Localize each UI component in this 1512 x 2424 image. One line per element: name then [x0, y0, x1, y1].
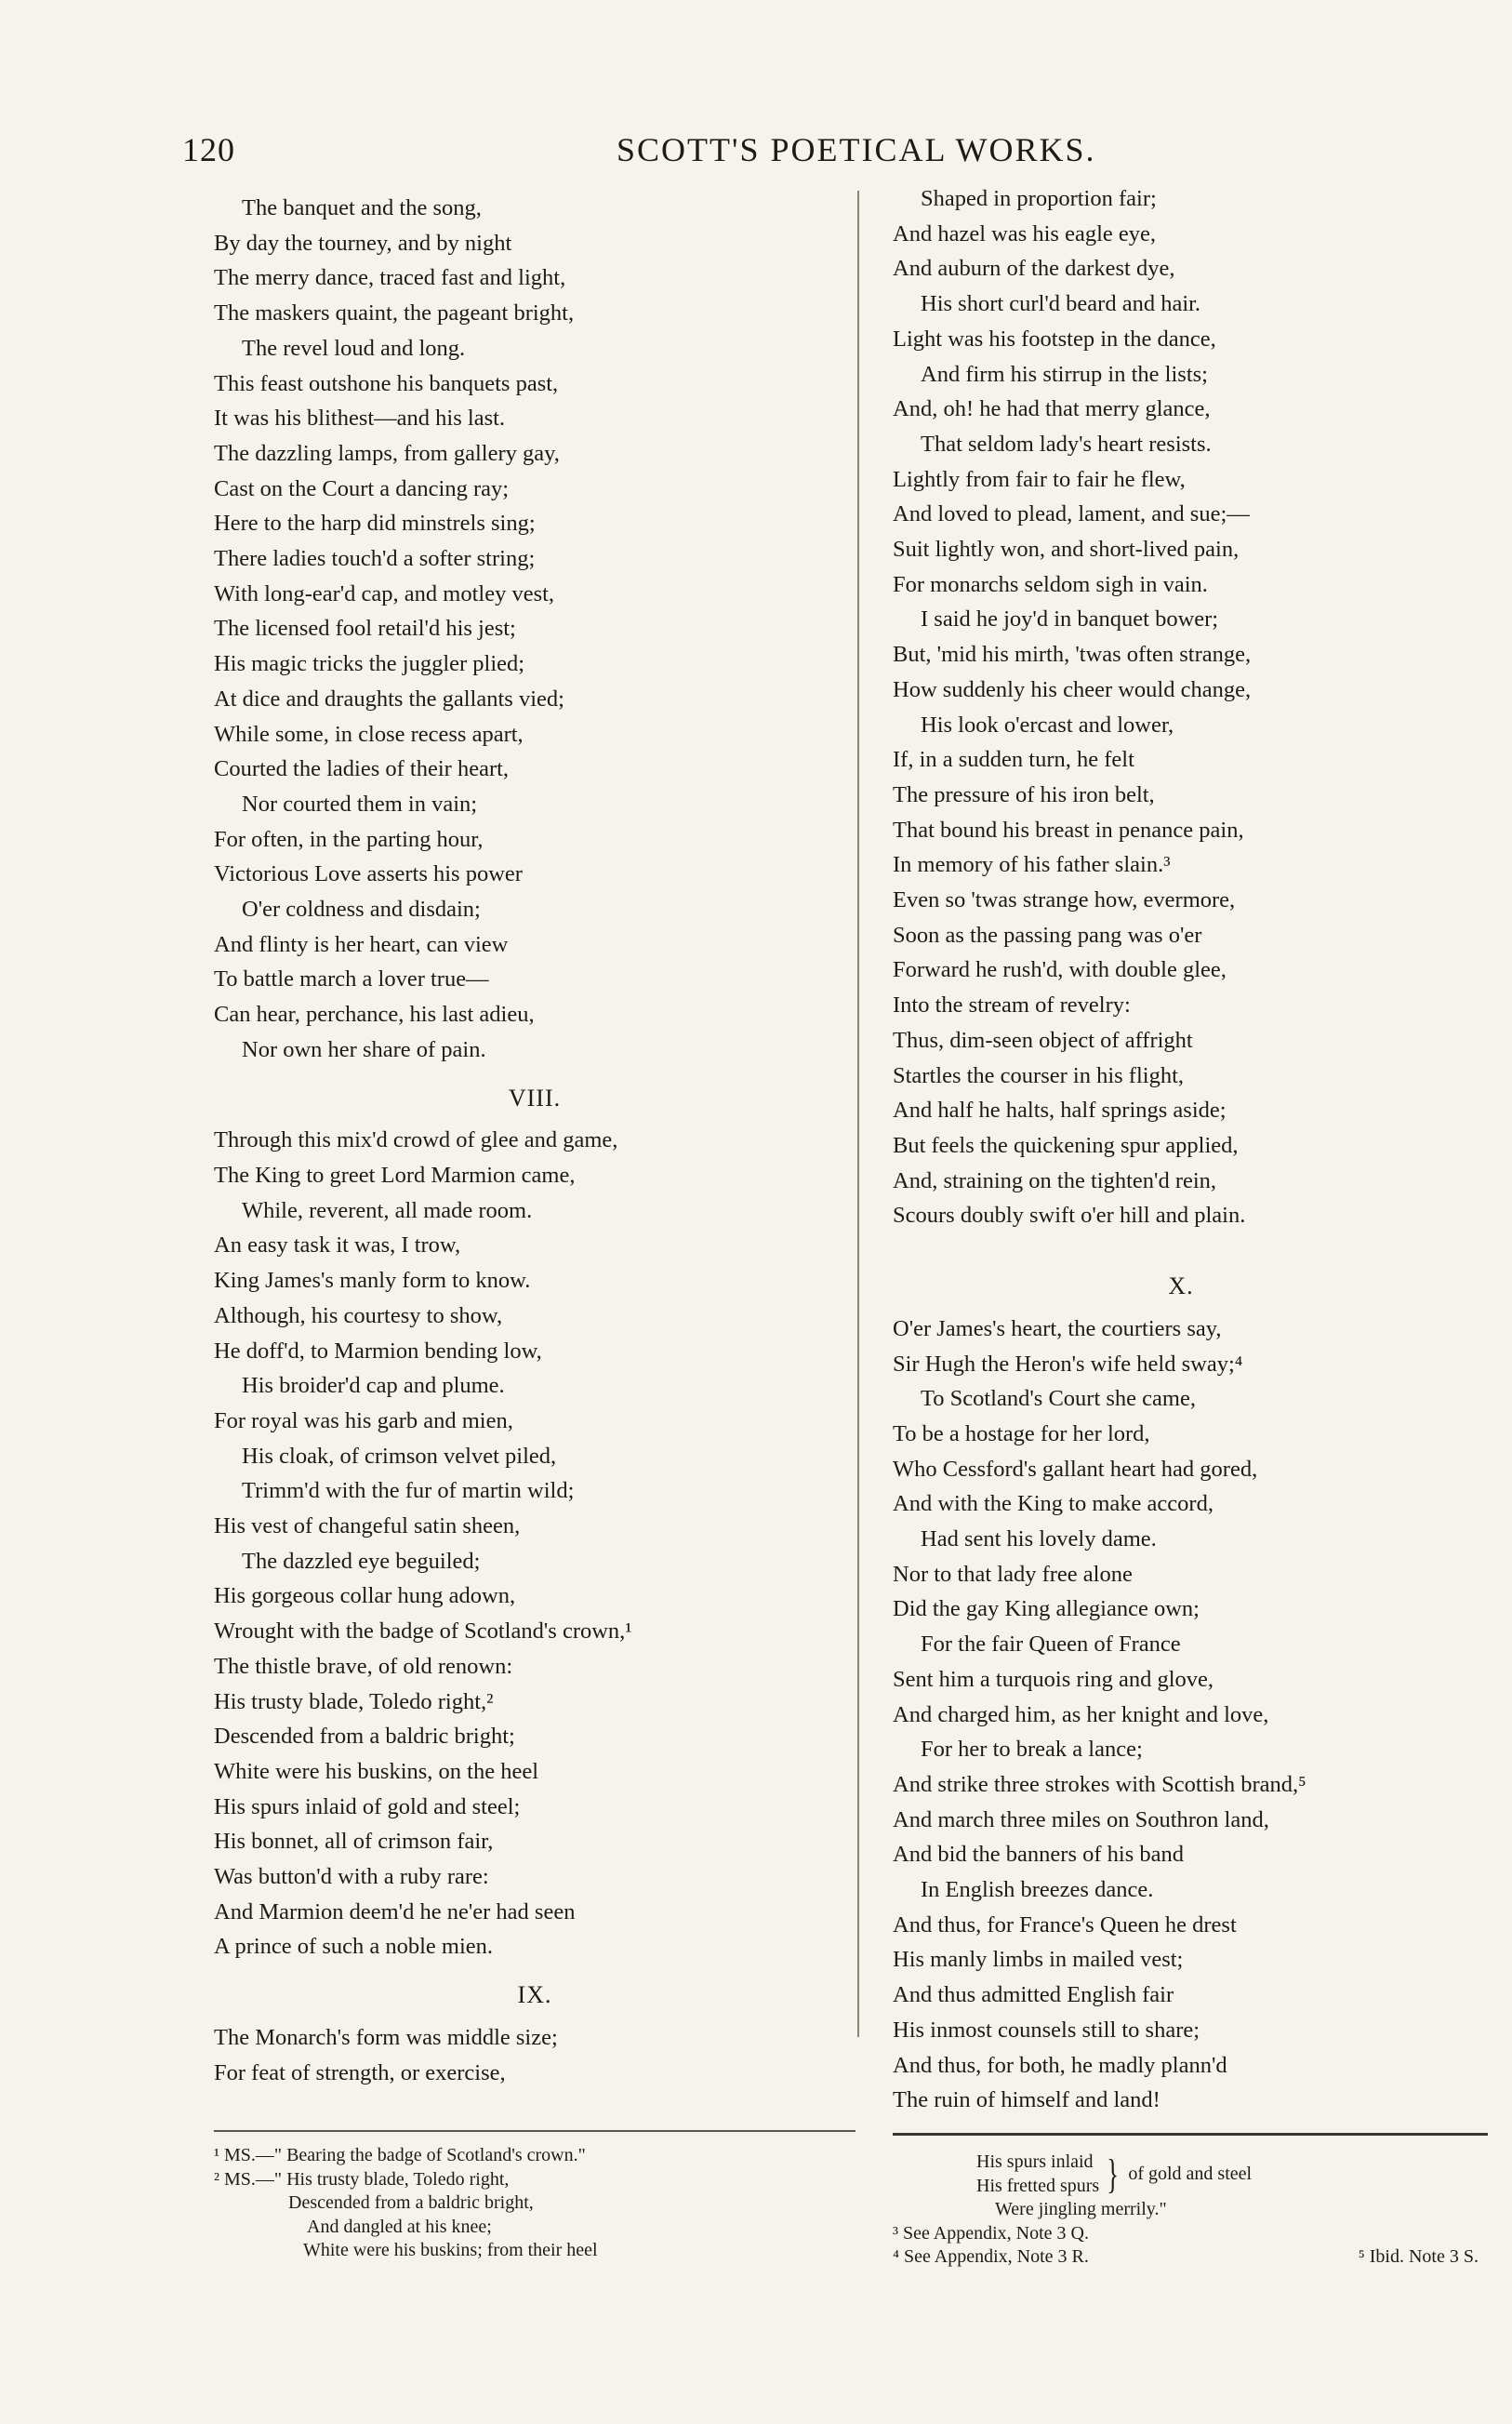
verse-line: Sir Hugh the Heron's wife held sway;⁴: [893, 1351, 1243, 1377]
verse-line: While, reverent, all made room.: [242, 1197, 533, 1223]
verse-line: And thus, for both, he madly plann'd: [893, 2052, 1227, 2078]
verse-line: The King to greet Lord Marmion came,: [214, 1162, 576, 1188]
verse-line: But feels the quickening spur applied,: [893, 1132, 1239, 1158]
verse-line: O'er James's heart, the courtiers say,: [893, 1315, 1222, 1341]
verse-line: Descended from a baldric bright;: [214, 1724, 515, 1750]
verse-line: Soon as the passing pang was o'er: [893, 922, 1202, 948]
footnotes-right: [893, 2151, 1488, 2270]
verse-line: And march three miles on Southron land,: [893, 1806, 1269, 1832]
verse-line: And firm his stirrup in the lists;: [921, 361, 1208, 387]
right-column: [893, 181, 1469, 2118]
footnote-3: ³ See Appendix, Note 3 Q.: [893, 2222, 1089, 2244]
verse-line: Victorious Love asserts his power: [214, 861, 523, 887]
footnotes-left: [214, 2144, 855, 2263]
verse-line: In memory of his father slain.³: [893, 852, 1171, 878]
verse-line: The revel loud and long.: [242, 335, 466, 361]
verse-line: But, 'mid his mirth, 'twas often strange,: [893, 642, 1252, 668]
verse-line: For feat of strength, or exercise,: [214, 2059, 506, 2085]
verse-line: His trusty blade, Toledo right,²: [214, 1688, 494, 1714]
verse-line: His vest of changeful satin sheen,: [214, 1513, 521, 1539]
verse-line: His spurs inlaid of gold and steel;: [214, 1793, 521, 1819]
verse-line: For royal was his garb and mien,: [214, 1407, 513, 1433]
verse-line: For the fair Queen of France: [921, 1632, 1181, 1658]
verse-line: His look o'ercast and lower,: [921, 712, 1174, 738]
footnote-2-line: And dangled at his knee;: [307, 2216, 492, 2237]
verse-line: Courted the ladies of their heart,: [214, 756, 510, 782]
page-number: 120: [182, 131, 235, 168]
verse-line: Nor own her share of pain.: [242, 1036, 486, 1062]
verse-line: His broider'd cap and plume.: [242, 1373, 505, 1399]
verse-line: And bid the banners of his band: [893, 1842, 1184, 1868]
footnote-variant-brace: [893, 2151, 1488, 2198]
verse-line: And thus, for France's Queen he drest: [893, 1911, 1237, 1938]
verse-line: Although, his courtesy to show,: [214, 1302, 503, 1328]
verse-line: The pressure of his iron belt,: [893, 781, 1155, 807]
verse-line: Cast on the Court a dancing ray;: [214, 475, 510, 501]
verse-line: If, in a sudden turn, he felt: [893, 747, 1134, 773]
verse-line: Trimm'd with the fur of martin wild;: [242, 1478, 575, 1504]
verse-line: How suddenly his cheer would change,: [893, 676, 1252, 702]
verse-line: And loved to plead, lament, and sue;—: [893, 501, 1250, 527]
running-title: SCOTT'S POETICAL WORKS.: [617, 131, 1096, 168]
verse-line: He doff'd, to Marmion bending low,: [214, 1338, 542, 1364]
verse-line: Had sent his lovely dame.: [921, 1526, 1157, 1552]
verse-line: His manly limbs in mailed vest;: [893, 1947, 1184, 1973]
verse-line: His short curl'd beard and hair.: [921, 291, 1201, 317]
verse-line: The maskers quaint, the pageant bright,: [214, 300, 575, 326]
section-heading-viii: VIII.: [508, 1084, 562, 1112]
verse-line: And, straining on the tighten'd rein,: [893, 1167, 1217, 1193]
section-heading-x: X.: [1168, 1272, 1194, 1300]
footnote-2-line: Descended from a baldric bright,: [288, 2192, 534, 2213]
verse-line: Into the stream of revelry:: [893, 992, 1131, 1019]
verse-line: To battle march a lover true—: [214, 966, 489, 992]
verse-line: The thistle brave, of old renown:: [214, 1653, 513, 1679]
verse-line: An easy task it was, I trow,: [214, 1232, 461, 1259]
verse-line: There ladies touch'd a softer string;: [214, 546, 536, 572]
verse-line: Suit lightly won, and short-lived pain,: [893, 537, 1240, 563]
verse-line: His inmost counsels still to share;: [893, 2017, 1200, 2043]
verse-line: Through this mix'd crowd of glee and game,: [214, 1127, 618, 1153]
verse-line: For often, in the parting hour,: [214, 826, 484, 852]
verse-line: The ruin of himself and land!: [893, 2087, 1161, 2113]
verse-line: Even so 'twas strange how, evermore,: [893, 887, 1236, 913]
verse-line: Did the gay King allegiance own;: [893, 1596, 1200, 1622]
footnote-rule-left: [214, 2130, 855, 2132]
verse-line: His cloak, of crimson velvet piled,: [242, 1443, 557, 1469]
verse-line: That bound his breast in penance pain,: [893, 817, 1244, 843]
verse-line: At dice and draughts the gallants vied;: [214, 686, 564, 712]
verse-line: And, oh! he had that merry glance,: [893, 396, 1211, 422]
verse-line: And with the King to make accord,: [893, 1491, 1214, 1517]
verse-line: O'er coldness and disdain;: [242, 897, 481, 923]
verse-line: The banquet and the song,: [242, 195, 482, 220]
verse-line: The merry dance, traced fast and light,: [214, 265, 566, 291]
verse-line: And auburn of the darkest dye,: [893, 256, 1175, 282]
section-heading-ix: IX.: [517, 1981, 552, 2009]
footnote-row: [893, 2245, 1488, 2270]
verse-line: The Monarch's form was middle size;: [214, 2024, 558, 2050]
footnote-2: ² MS.—" His trusty blade, Toledo right,: [214, 2168, 510, 2190]
verse-line: For her to break a lance;: [921, 1737, 1143, 1763]
verse-line: A prince of such a noble mien.: [214, 1934, 494, 1960]
verse-line: For monarchs seldom sigh in vain.: [893, 571, 1208, 597]
verse-line: Light was his footstep in the dance,: [893, 326, 1216, 352]
verse-line: It was his blithest—and his last.: [214, 406, 506, 432]
verse-line: To Scotland's Court she came,: [921, 1386, 1196, 1412]
footnote-variant-line: Were jingling merrily.": [995, 2199, 1167, 2219]
verse-line: With long-ear'd cap, and motley vest,: [214, 580, 555, 606]
footnote-5: ⁵ Ibid. Note 3 S.: [1358, 2246, 1479, 2267]
verse-line: And thus admitted English fair: [893, 1982, 1174, 2008]
verse-line: And strike three strokes with Scottish brand,⁵: [893, 1771, 1306, 1797]
verse-line: To be a hostage for her lord,: [893, 1420, 1150, 1446]
verse-line: Shaped in proportion fair;: [921, 186, 1157, 211]
verse-line: His gorgeous collar hung adown,: [214, 1583, 516, 1609]
verse-line: Was button'd with a ruby rare:: [214, 1864, 489, 1890]
verse-line: Wrought with the badge of Scotland's crown,¹: [214, 1618, 632, 1645]
verse-line: White were his buskins, on the heel: [214, 1758, 539, 1784]
footnote-4: ⁴ See Appendix, Note 3 R.: [893, 2246, 1089, 2267]
footnote-variant-text: of gold and steel: [1128, 2163, 1253, 2184]
verse-line: King James's manly form to know.: [214, 1268, 531, 1294]
verse-line: Nor to that lady free alone: [893, 1561, 1133, 1587]
verse-line: Forward he rush'd, with double glee,: [893, 957, 1227, 983]
brace-symbol: }: [1107, 2151, 1120, 2197]
verse-line: The licensed fool retail'd his jest;: [214, 616, 516, 642]
verse-line: His magic tricks the juggler plied;: [214, 651, 525, 677]
verse-line: And charged him, as her knight and love,: [893, 1701, 1269, 1727]
verse-line: Here to the harp did minstrels sing;: [214, 511, 536, 537]
verse-line: Can hear, perchance, his last adieu,: [214, 1002, 535, 1028]
footnote-variant-line: His fretted spurs: [976, 2175, 1100, 2196]
column-divider: [857, 191, 859, 2037]
verse-line: Thus, dim-seen object of affright: [893, 1027, 1193, 1053]
verse-line: That seldom lady's heart resists.: [921, 431, 1212, 457]
verse-line: This feast outshone his banquets past,: [214, 370, 559, 396]
verse-line: Startles the courser in his flight,: [893, 1062, 1184, 1088]
verse-line: The dazzled eye beguiled;: [242, 1548, 481, 1574]
verse-line: By day the tourney, and by night: [214, 230, 512, 256]
footnote-2-line: White were his buskins; from their heel: [303, 2240, 598, 2260]
verse-line: Lightly from fair to fair he flew,: [893, 466, 1186, 492]
verse-line: The dazzling lamps, from gallery gay,: [214, 440, 560, 466]
verse-line: I said he joy'd in banquet bower;: [921, 606, 1219, 633]
footnote-rule-right: [893, 2133, 1488, 2136]
verse-line: Who Cessford's gallant heart had gored,: [893, 1456, 1258, 1482]
verse-line: Scours doubly swift o'er hill and plain.: [893, 1203, 1246, 1229]
verse-line: Nor courted them in vain;: [242, 791, 478, 817]
verse-line: And hazel was his eagle eye,: [893, 220, 1156, 246]
left-column: [214, 191, 855, 2090]
verse-line: His bonnet, all of crimson fair,: [214, 1829, 494, 1855]
footnote-variant-line: His spurs inlaid: [976, 2151, 1094, 2172]
verse-line: While some, in close recess apart,: [214, 721, 524, 747]
verse-line: And Marmion deem'd he ne'er had seen: [214, 1898, 576, 1925]
footnote-1: ¹ MS.—" Bearing the badge of Scotland's crown.": [214, 2145, 586, 2165]
verse-line: Sent him a turquois ring and glove,: [893, 1666, 1214, 1692]
verse-line: And half he halts, half springs aside;: [893, 1098, 1227, 1124]
verse-line: And flinty is her heart, can view: [214, 931, 509, 957]
verse-line: In English breezes dance.: [921, 1877, 1154, 1903]
